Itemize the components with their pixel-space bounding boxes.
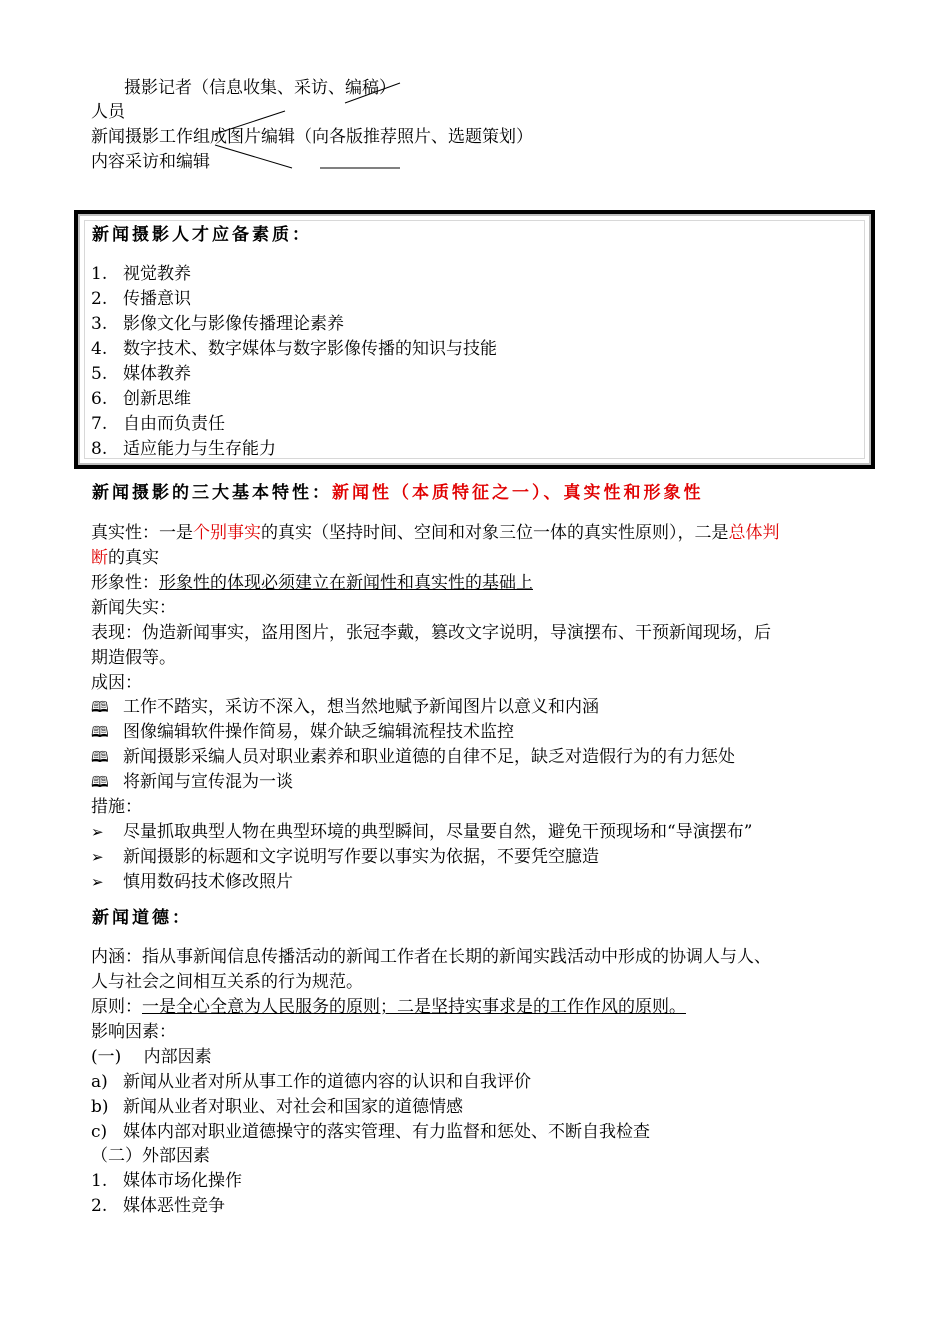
measure-item-text: 慎用数码技术修改照片 xyxy=(123,872,293,892)
quality-item-text: 媒体教养 xyxy=(123,364,191,384)
quality-item xyxy=(91,312,344,336)
list-number: 4. xyxy=(91,339,108,359)
quality-item xyxy=(91,262,191,286)
truth-highlight-overall: 总体判 xyxy=(728,523,780,543)
internal-factor-item xyxy=(91,1095,463,1119)
quality-item-text: 创新思维 xyxy=(123,389,191,409)
org-line-editor: 新闻摄影工作组成图片编辑（向各版推荐照片、选题策划） xyxy=(91,127,533,147)
external-factor-item-text: 媒体恶性竞争 xyxy=(123,1196,225,1216)
cause-item-text: 新闻摄影采编人员对职业素养和职业道德的自律不足，缺乏对造假行为的有力惩处 xyxy=(123,747,735,767)
measure-item xyxy=(91,820,752,844)
list-number: 6. xyxy=(91,389,108,409)
ethics-meaning-2: 人与社会之间相互关系的行为规范。 xyxy=(91,972,363,992)
features-label: 新闻摄影的三大基本特性： xyxy=(92,483,332,503)
image-line xyxy=(91,571,533,595)
image-text: 形象性的体现必须建立在新闻性和真实性的基础上 xyxy=(159,573,533,593)
external-factor-item xyxy=(91,1169,242,1193)
book-icon: 🕮 xyxy=(91,723,109,741)
loss-show-2: 期造假等。 xyxy=(91,648,176,668)
qualities-title: 新闻摄影人才应备素质： xyxy=(92,225,312,245)
external-factor-item-text: 媒体市场化操作 xyxy=(123,1171,242,1191)
internal-factor-item xyxy=(91,1070,531,1094)
quality-item-text: 传播意识 xyxy=(123,289,191,309)
internal-factor-item xyxy=(91,1120,650,1144)
quality-item-text: 自由而负责任 xyxy=(123,414,225,434)
cause-item-text: 图像编辑软件操作简易，媒介缺乏编辑流程技术监控 xyxy=(123,722,514,742)
measure-title: 措施： xyxy=(91,797,142,817)
truth-text: 真实性：一是 xyxy=(91,523,193,543)
principle-label: 原则： xyxy=(91,997,142,1017)
external-title: （二）外部因素 xyxy=(91,1146,210,1166)
internal-title: (一) 内部因素 xyxy=(91,1047,212,1067)
list-number: 3. xyxy=(91,314,108,334)
loss-title: 新闻失实： xyxy=(91,598,176,618)
list-marker: a) xyxy=(91,1072,108,1092)
truth-line-2 xyxy=(91,546,159,570)
arrow-icon: ➢ xyxy=(91,823,104,841)
quality-item-text: 适应能力与生存能力 xyxy=(123,439,276,459)
quality-item-text: 影像文化与影像传播理论素养 xyxy=(123,314,344,334)
truth-line-1 xyxy=(91,521,780,545)
loss-show-1: 表现：伪造新闻事实，盗用图片，张冠李戴，篡改文字说明，导演摆布、干预新闻现场，后 xyxy=(91,623,771,643)
measure-item xyxy=(91,870,293,894)
quality-item-text: 视觉教养 xyxy=(123,264,191,284)
cause-item xyxy=(91,745,735,769)
factors-title: 影响因素： xyxy=(91,1022,176,1042)
book-icon: 🕮 xyxy=(91,698,109,716)
ethics-title: 新闻道德： xyxy=(92,908,192,928)
internal-factor-item-text: 媒体内部对职业道德操守的落实管理、有力监督和惩处、不断自我检查 xyxy=(123,1122,650,1142)
measure-item-text: 尽量抓取典型人物在典型环境的典型瞬间，尽量要自然，避免干预现场和“导演摆布” xyxy=(123,822,753,842)
cause-item xyxy=(91,695,599,719)
arrow-icon: ➢ xyxy=(91,873,104,891)
list-number: 8. xyxy=(91,439,108,459)
ethics-meaning-1: 内涵：指从事新闻信息传播活动的新闻工作者在长期的新闻实践活动中形成的协调人与人、 xyxy=(91,947,771,967)
external-factor-item xyxy=(91,1194,225,1218)
list-number: 2. xyxy=(91,289,108,309)
quality-item xyxy=(91,437,276,461)
principle-text: 一是全心全意为人民服务的原则；二是坚持实事求是的工作作风的原则。 xyxy=(142,997,686,1017)
cause-title: 成因： xyxy=(91,673,142,693)
quality-item xyxy=(91,287,191,311)
ethics-principle xyxy=(91,995,686,1019)
quality-item-text: 数字技术、数字媒体与数字影像传播的知识与技能 xyxy=(123,339,497,359)
truth-highlight-individual: 个别事实 xyxy=(193,523,261,543)
cause-item-text: 将新闻与宣传混为一谈 xyxy=(123,772,293,792)
list-marker: b) xyxy=(91,1097,109,1117)
list-number: 7. xyxy=(91,414,108,434)
features-value: 新闻性（本质特征之一）、真实性和形象性 xyxy=(332,483,704,503)
arrow-icon: ➢ xyxy=(91,848,104,866)
cause-item-text: 工作不踏实，采访不深入，想当然地赋予新闻图片以意义和内涵 xyxy=(123,697,599,717)
org-line-content: 内容采访和编辑 xyxy=(91,152,210,172)
quality-item xyxy=(91,337,497,361)
quality-item xyxy=(91,362,191,386)
image-label: 形象性： xyxy=(91,573,159,593)
list-number: 1. xyxy=(91,1171,108,1191)
quality-item xyxy=(91,412,225,436)
truth-highlight-overall: 断 xyxy=(91,548,108,568)
list-number: 5. xyxy=(91,364,108,384)
measure-item-text: 新闻摄影的标题和文字说明写作要以事实为依据，不要凭空臆造 xyxy=(123,847,599,867)
list-marker: c) xyxy=(91,1122,108,1142)
list-number: 2. xyxy=(91,1196,108,1216)
cause-item xyxy=(91,770,293,794)
quality-item xyxy=(91,387,191,411)
measure-item xyxy=(91,845,599,869)
truth-text: 的真实 xyxy=(108,548,159,568)
list-number: 1. xyxy=(91,264,108,284)
book-icon: 🕮 xyxy=(91,748,109,766)
features-line xyxy=(92,481,704,505)
internal-factor-item-text: 新闻从业者对所从事工作的道德内容的认识和自我评价 xyxy=(123,1072,531,1092)
book-icon: 🕮 xyxy=(91,773,109,791)
internal-factor-item-text: 新闻从业者对职业、对社会和国家的道德情感 xyxy=(123,1097,463,1117)
org-line-photographer: 摄影记者（信息收集、采访、编稿） xyxy=(124,78,396,98)
truth-text: 的真实（坚持时间、空间和对象三位一体的真实性原则），二是 xyxy=(261,523,729,543)
org-line-staff: 人员 xyxy=(91,102,125,122)
cause-item xyxy=(91,720,514,744)
